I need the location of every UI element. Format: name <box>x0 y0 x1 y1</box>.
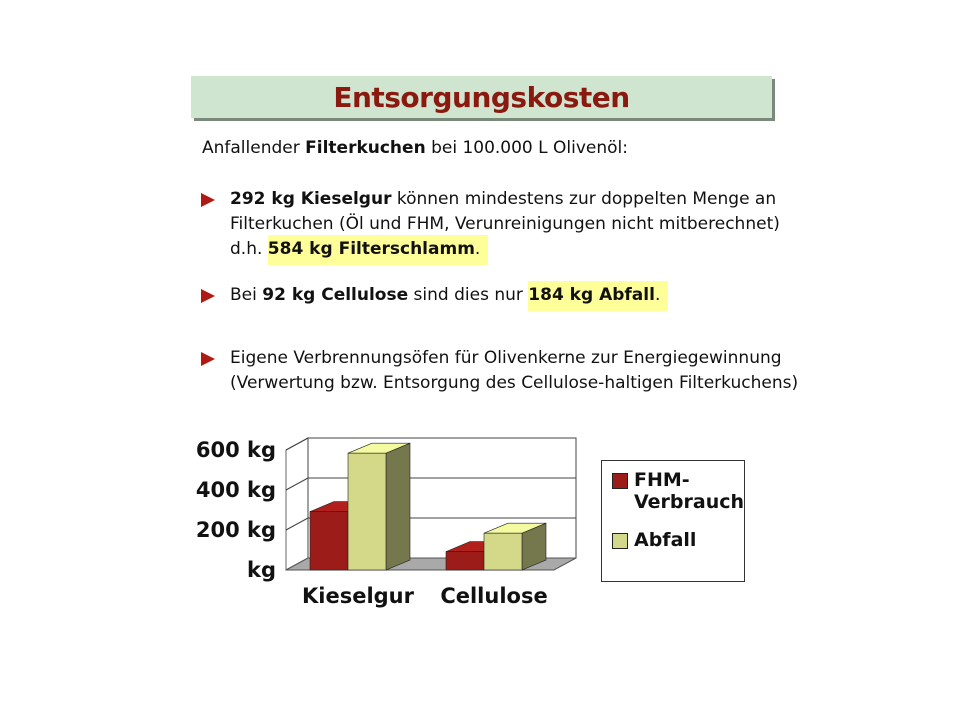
bullet-line <box>203 283 668 308</box>
y-tick-label: 200 kg <box>195 518 276 542</box>
legend-item <box>612 469 744 513</box>
bullet-kieselgur <box>203 187 780 262</box>
slide-title: Entsorgungskosten <box>333 80 630 114</box>
bullet-verbrennung <box>203 346 798 396</box>
legend-swatch <box>612 473 628 489</box>
bullet-text: . <box>474 239 481 259</box>
bullet-line: Eigene Verbrennungsöfen für Olivenkerne zur Energiegewinnung <box>230 348 782 368</box>
bullet-bold: 292 kg Kieselgur <box>230 189 392 209</box>
x-tick-label: Cellulose <box>440 584 548 608</box>
intro-pre: Anfallender <box>202 138 306 158</box>
bullet-text: Bei <box>230 285 263 305</box>
bullet-bold: 584 kg Filterschlamm <box>267 239 475 259</box>
y-tick-label: kg <box>247 558 276 582</box>
bullet-line: (Verwertung bzw. Entsorgung des Cellulose-haltigen Filterkuchens) <box>230 373 799 393</box>
intro-post: bei 100.000 L Olivenöl: <box>425 138 629 158</box>
legend-label: Abfall <box>634 529 697 551</box>
bar-fhm-verbrauch-kieselgur <box>310 512 348 570</box>
bullet-bold: 92 kg Cellulose <box>262 285 409 305</box>
bullet-text: . <box>654 285 661 305</box>
highlight-abfall <box>528 281 668 311</box>
title-banner <box>191 76 772 118</box>
bar-side <box>386 443 410 570</box>
chart-side-wall <box>286 438 308 570</box>
bullet-arrow-icon <box>201 352 215 366</box>
legend-label: FHM- Verbrauch <box>634 469 745 513</box>
x-tick-label: Kieselgur <box>302 584 414 608</box>
legend-item <box>612 529 696 551</box>
intro-line <box>202 138 628 158</box>
chart-legend <box>601 460 745 582</box>
highlight-filterschlamm <box>268 235 489 265</box>
bullet-arrow-icon <box>201 289 215 303</box>
y-tick-label: 600 kg <box>195 438 276 462</box>
bullet-arrow-icon <box>201 193 215 207</box>
y-tick-label: 400 kg <box>195 478 276 502</box>
bullet-text: sind dies nur <box>408 285 529 305</box>
bar-fhm-verbrauch-cellulose <box>446 552 484 570</box>
bullet-line <box>203 187 780 212</box>
legend-swatch <box>612 533 628 549</box>
bullet-bold: 184 kg Abfall <box>528 285 655 305</box>
bullet-cellulose <box>203 283 668 308</box>
bullet-text: d.h. <box>230 239 268 259</box>
bar-abfall-kieselgur <box>348 453 386 570</box>
bar-abfall-cellulose <box>484 533 522 570</box>
intro-bold: Filterkuchen <box>305 138 426 158</box>
bullet-line <box>203 237 780 262</box>
bullet-text: können mindestens zur doppelten Menge an <box>391 189 777 209</box>
bullet-line: Filterkuchen (Öl und FHM, Verunreinigungen nicht mitberechnet) <box>230 214 780 234</box>
